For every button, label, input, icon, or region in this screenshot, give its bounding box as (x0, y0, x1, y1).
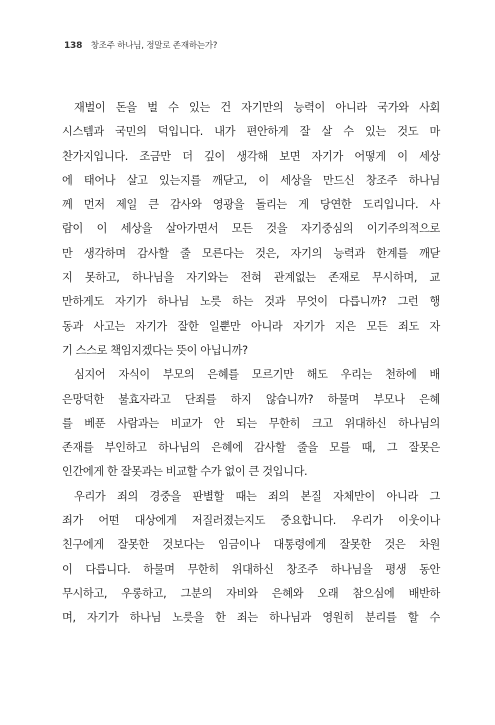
text-line: 며, 자기가 하나님 노릇을 한 죄는 하나님과 영원히 분리를 할 수 (62, 611, 440, 625)
text-line: 만 생각하며 감사할 줄 모른다는 것은, 자기의 능력과 한계를 깨닫 (62, 246, 440, 260)
running-header (64, 39, 217, 51)
text-line: 람이 이 세상을 살아가면서 모든 것을 자기중심의 이기주의적으로 (62, 222, 440, 236)
body-text (62, 96, 440, 631)
text-line: 친구에게 잘못한 것보다는 임금이나 대통령에게 잘못한 것은 차원 (62, 538, 440, 552)
text-line: 인간에게 한 잘못과는 비교할 수가 없이 큰 것입니다. (62, 465, 308, 479)
text-line: 존재를 부인하고 하나님의 은혜에 감사할 줄을 모를 때, 그 잘못은 (62, 441, 440, 455)
text-line: 심지어 자식이 부모의 은혜를 모르기만 해도 우리는 천하에 배 (74, 368, 440, 382)
text-line: 기 스스로 책임지겠다는 뜻이 아닙니까? (62, 343, 248, 357)
text-line: 재벌이 돈을 벌 수 있는 건 자기만의 능력이 아니라 국가와 사회 (74, 101, 440, 114)
text-line: 께 먼저 제일 큰 감사와 영광을 돌리는 게 당연한 도리입니다. 사 (62, 198, 440, 212)
text-line: 에 태어나 살고 있는지를 깨닫고, 이 세상을 만드신 창조주 하나님 (62, 173, 440, 187)
text-line: 시스템과 국민의 덕입니다. 내가 편안하게 잘 살 수 있는 것도 마 (62, 125, 440, 139)
text-line: 를 베푼 사람과는 비교가 안 되는 무한히 크고 위대하신 하나님의 (62, 416, 440, 430)
page-number: 138 (64, 41, 83, 51)
text-line: 지 못하고, 하나님을 자기와는 전혀 관계없는 존재로 무시하며, 교 (62, 271, 440, 285)
text-line: 우리가 죄의 경중을 판별할 때는 죄의 본질 자체만이 아니라 그 (74, 489, 440, 503)
text-line: 만하게도 자기가 하나님 노릇 하는 것과 무엇이 다릅니까? 그런 행 (62, 295, 440, 309)
running-title: 창조주 하나님, 정말로 존재하는가? (90, 41, 218, 51)
text-line: 동과 사고는 자기가 잘한 일뿐만 아니라 자기가 지은 모든 죄도 자 (62, 319, 440, 333)
text-line: 죄가 어떤 대상에게 저질러졌는지도 중요합니다. 우리가 이웃이나 (62, 514, 440, 528)
text-line: 찬가지입니다. 조금만 더 깊이 생각해 보면 자기가 어떻게 이 세상 (62, 149, 440, 163)
text-line: 은망덕한 불효자라고 단죄를 하지 않습니까? 하물며 부모나 은혜 (62, 392, 440, 406)
text-line: 무시하고, 우롱하고, 그분의 자비와 은혜와 오래 참으심에 배반하 (62, 586, 440, 600)
text-line: 이 다릅니다. 하물며 무한히 위대하신 창조주 하나님을 평생 동안 (62, 562, 440, 576)
